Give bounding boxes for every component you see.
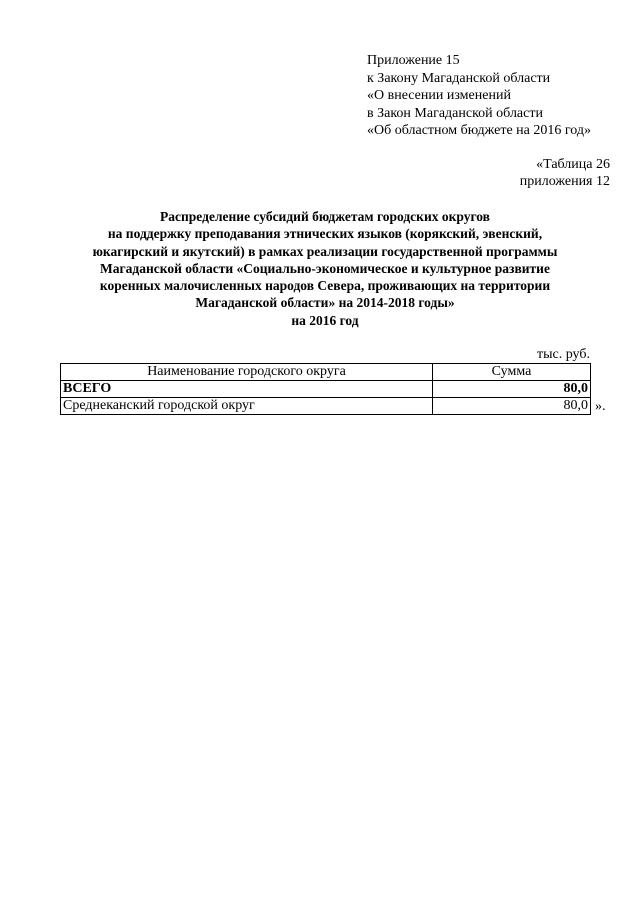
title-line: коренных малочисленных народов Севера, проживающих на территории (99, 278, 551, 294)
district-name: Среднеканский городской округ (61, 398, 433, 415)
units-label: тыс. руб. (537, 347, 590, 362)
appendix-line: Приложение 15 (367, 53, 460, 68)
district-sum: 80,0 (433, 398, 591, 415)
column-header-sum: Сумма (433, 364, 591, 381)
appendix-line: к Закону Магаданской области (367, 70, 551, 86)
title-line: Магаданской области «Социально-экономическое и культурное развитие (100, 260, 550, 276)
title-line: юкагирский и якутский) в рамках реализации государственной программы (92, 243, 558, 259)
column-header-name: Наименование городского округа (61, 364, 433, 381)
title-line: Распределение субсидий бюджетам городских округов (160, 209, 490, 224)
table-ref-line: приложения 12 (519, 174, 610, 189)
closing-quote: ». (595, 399, 606, 414)
appendix-line: «Об областном бюджете на 2016 год» (367, 123, 591, 138)
total-label: ВСЕГО (61, 381, 433, 398)
table-ref-line: «Таблица 26 (536, 157, 610, 172)
document-title (60, 208, 590, 329)
table-header-row (61, 364, 591, 381)
table-row (61, 398, 591, 415)
appendix-line: «О внесении изменений (367, 88, 511, 103)
table-total-row (61, 381, 591, 398)
title-line: Магаданской области» на 2014-2018 годы» (195, 295, 455, 311)
table-reference (520, 156, 610, 190)
appendix-line: в Закон Магаданской области (367, 105, 543, 121)
appendix-header (367, 52, 591, 140)
title-line: на поддержку преподавания этнических языков (корякский, эвенский, (107, 226, 543, 242)
total-sum: 80,0 (433, 381, 591, 398)
subsidy-table (60, 363, 591, 415)
title-line: на 2016 год (291, 312, 359, 328)
